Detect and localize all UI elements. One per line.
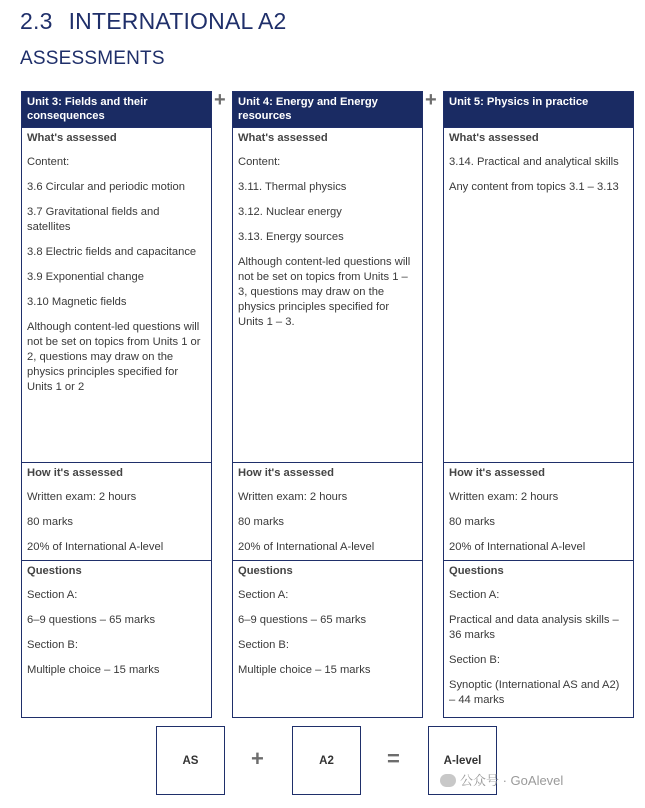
section-heading: What's assessed (449, 132, 539, 144)
unit-card-5 (443, 91, 634, 718)
list-item: Although content-led questions will not be set on topics from Units 1 – 3, questions may draw on the physics principles specified for Units 1 – 3. (238, 256, 411, 328)
list-item: Multiple choice – 15 marks (27, 664, 160, 676)
list-item: Synoptic (International AS and A2) – 44 marks (449, 679, 620, 706)
list-item: 3.9 Exponential change (27, 271, 144, 283)
list-item: 80 marks (449, 516, 496, 528)
list-item: 3.6 Circular and periodic motion (27, 181, 185, 193)
section-heading: How it's assessed (27, 467, 123, 479)
list-item: 80 marks (27, 516, 74, 528)
unit-title: Unit 5: Physics in practice (444, 92, 633, 127)
list-item: 3.12. Nuclear energy (238, 206, 342, 218)
list-item: 3.13. Energy sources (238, 231, 344, 243)
plus-icon: + (214, 89, 226, 111)
list-item: Section A: (238, 589, 289, 601)
section-heading: How it's assessed (449, 467, 545, 479)
list-item: 3.7 Gravitational fields and satellites (27, 206, 160, 233)
list-item: Although content-led questions will not be set on topics from Units 1 or 2, questions may draw on the physics principles specified for Units 1 or 2 (27, 321, 201, 393)
wechat-icon (440, 774, 456, 787)
whats-assessed-section (22, 127, 211, 462)
unit-title: Unit 4: Energy and Energy resources (233, 92, 422, 127)
list-item: Section A: (27, 589, 78, 601)
how-assessed-section (233, 462, 422, 560)
list-item: 20% of International A-level (449, 541, 586, 553)
list-item: Content: (238, 156, 281, 168)
list-item: 6–9 questions – 65 marks (27, 614, 156, 626)
section-heading: Questions (27, 565, 82, 577)
unit-title: Unit 3: Fields and their consequences (22, 92, 211, 127)
whats-assessed-section (444, 127, 633, 462)
watermark (440, 770, 563, 789)
list-item: Section B: (238, 639, 289, 651)
list-item: Multiple choice – 15 marks (238, 664, 371, 676)
plus-icon: + (251, 746, 264, 771)
list-item: 80 marks (238, 516, 285, 528)
list-item: Written exam: 2 hours (27, 491, 137, 503)
alevel-box: A-level (428, 726, 497, 795)
list-item: 6–9 questions – 65 marks (238, 614, 367, 626)
watermark-text: 公众号 · GoAlevel (460, 773, 564, 788)
list-item: 3.10 Magnetic fields (27, 296, 127, 308)
questions-section (22, 560, 211, 717)
unit-card-3 (21, 91, 212, 718)
list-item: Section B: (27, 639, 78, 651)
a2-box: A2 (292, 726, 361, 795)
section-heading: Questions (449, 565, 504, 577)
equals-icon: = (387, 746, 400, 771)
section-heading: What's assessed (238, 132, 328, 144)
questions-section (233, 560, 422, 717)
questions-section (444, 560, 633, 717)
section-title-text: INTERNATIONAL A2 (68, 8, 287, 34)
list-item: Written exam: 2 hours (238, 491, 348, 503)
list-item: Section B: (449, 654, 500, 666)
section-heading: How it's assessed (238, 467, 334, 479)
list-item: Any content from topics 3.1 – 3.13 (449, 181, 619, 193)
list-item: Content: (27, 156, 70, 168)
how-assessed-section (22, 462, 211, 560)
list-item: Section A: (449, 589, 500, 601)
section-number: 2.3 (20, 8, 53, 34)
plus-icon: + (425, 89, 437, 111)
whats-assessed-section (233, 127, 422, 462)
list-item: 20% of International A-level (27, 541, 164, 553)
list-item: Written exam: 2 hours (449, 491, 559, 503)
list-item: 20% of International A-level (238, 541, 375, 553)
list-item: 3.14. Practical and analytical skills (449, 156, 619, 168)
section-heading: Questions (238, 565, 293, 577)
section-heading: What's assessed (27, 132, 117, 144)
section-title (20, 8, 287, 35)
list-item: 3.8 Electric fields and capacitance (27, 246, 197, 258)
list-item: 3.11. Thermal physics (238, 181, 347, 193)
as-box: AS (156, 726, 225, 795)
list-item: Practical and data analysis skills – 36 marks (449, 614, 619, 641)
page-subtitle: ASSESSMENTS (20, 48, 165, 69)
unit-card-4 (232, 91, 423, 718)
how-assessed-section (444, 462, 633, 560)
